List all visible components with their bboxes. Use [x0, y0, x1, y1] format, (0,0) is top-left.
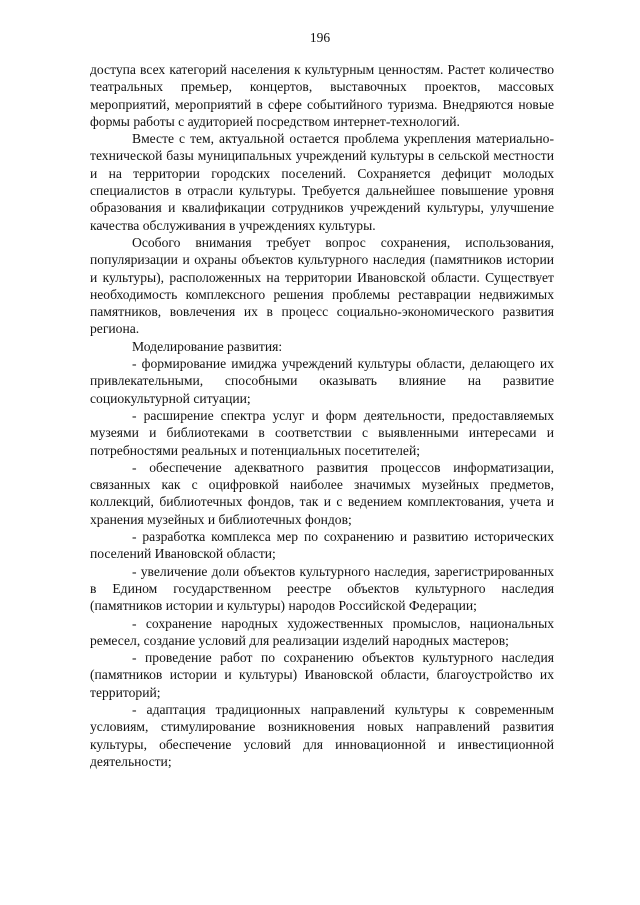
list-item: - проведение работ по сохранению объектов культурного наследия (памятников истории и культуры) Ивановской области, благоустройство их территорий; [90, 650, 554, 700]
paragraph: Вместе с тем, актуальной остается проблема укрепления материально-технической базы муниципальных учреждений культуры в сельской местности и на территории городских поселений. Сохраняется дефицит молодых специалистов в отрасли культуры. Требуется дальнейшее повышение уровня образования и квалификации сотрудников учреждений культуры, улучшение качества обслуживания в учреждениях культуры. [90, 131, 554, 233]
list-item: - сохранение народных художественных промыслов, национальных ремесел, создание условий для реализации изделий народных мастеров; [90, 615, 554, 648]
section-heading: Моделирование развития: [132, 338, 283, 354]
paragraph: Особого внимания требует вопрос сохранения, использования, популяризации и охраны объектов культурного наследия (памятников истории и культуры), расположенных на территории Ивановской области. Существует необходимость комплексного решения проблемы реставрации недвижимых памятников, вовлечения их в процесс социально-экономического развития региона. [90, 234, 554, 337]
body-text [90, 61, 554, 770]
page-number: 196 [309, 30, 331, 45]
list-item: - увеличение доли объектов культурного наследия, зарегистрированных в Едином государственном реестре объектов культурного наследия (памятников истории и культуры) народов Российской Федерации; [90, 563, 554, 614]
list-item: - формирование имиджа учреждений культуры области, делающего их привлекательными, способными оказывать влияние на развитие социокультурной ситуации; [90, 356, 554, 406]
list-item: - расширение спектра услуг и форм деятельности, предоставляемых музеями и библиотеками в соответствии с выявленными интересами и потребностями реальных и потенциальных посетителей; [90, 407, 554, 458]
list-item: - адаптация традиционных направлений культуры к современным условиям, стимулирование возникновения новых направлений развития культуры, обеспечение условий для инновационной и инвестиционной деятельности; [90, 701, 554, 769]
paragraph: доступа всех категорий населения к культурным ценностям. Растет количество театральных премьер, концертов, выставочных проектов, массовых мероприятий, мероприятий в сфере событийного туризма. Внедряются новые формы работы с аудиторией посредством интернет-технологий. [90, 62, 554, 129]
list-item: - разработка комплекса мер по сохранению и развитию исторических поселений Ивановской области; [90, 529, 554, 562]
list-item: - обеспечение адекватного развития процессов информатизации, связанных как с оцифровкой наиболее значимых музейных предметов, коллекций, библиотечных фондов, так и с ведением комплектования, учета и хранения музейных и библиотечных фондов; [90, 459, 554, 527]
